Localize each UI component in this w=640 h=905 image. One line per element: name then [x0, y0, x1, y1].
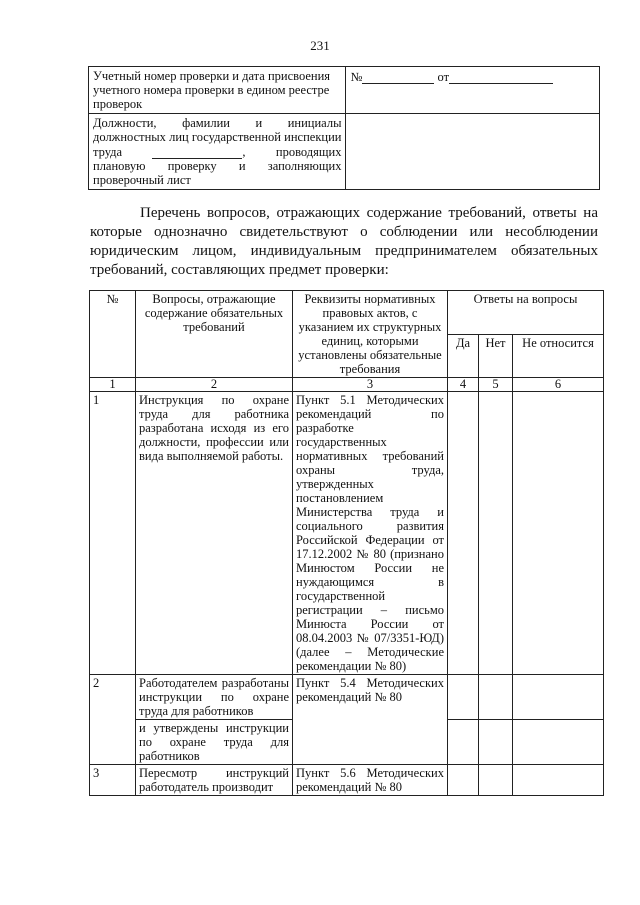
inspection-name-blank	[152, 144, 242, 159]
col-header-na: Не относится	[513, 334, 604, 378]
table-row	[89, 67, 600, 114]
requisite-cell: Пункт 5.1 Методических рекомендаций по разработке государственных нормативных требований охраны труда, утвержденных постановлением Министерства труда и социального развития Российской Федерации от 17.12.2002 № 80 (признано Минюстом России не нуждающимся в государственной регистрации – письмо Минюста России от 08.04.2003 № 07/3351-ЮД) (далее – Методические рекомендации № 80)	[293, 392, 448, 675]
answer-yes-cell[interactable]	[448, 765, 479, 796]
answer-na-cell[interactable]	[513, 392, 604, 675]
number-sign: №	[350, 70, 363, 84]
comma: ,	[242, 145, 246, 159]
col-number: 6	[513, 378, 604, 392]
question-cell: Работодателем разработаны инструкции по охране труда для работников	[136, 675, 293, 720]
col-header-answers: Ответы на вопросы	[448, 291, 604, 335]
col-number: 1	[90, 378, 136, 392]
table-row	[90, 675, 604, 720]
col-number: 2	[136, 378, 293, 392]
col-header-num: №	[90, 291, 136, 378]
question-cell: и утверждены инструкции по охране труда для работников	[136, 720, 293, 765]
row-number: 3	[90, 765, 136, 796]
question-cell: Пересмотр инструкций работодатель производит	[136, 765, 293, 796]
answer-no-cell[interactable]	[479, 392, 513, 675]
requisite-cell: Пункт 5.4 Методических рекомендаций № 80	[293, 675, 448, 765]
question-cell: Инструкция по охране труда для работника разработана исходя из его должности, профессии или вида выполняемой работы.	[136, 392, 293, 675]
intro-text: Перечень вопросов, отражающих содержание требований, ответы на которые однозначно свидетельствуют о соблюдении или несоблюдении юридическим лицом, индивидуальным предпринимателем обязательных требований, составляющих предмет проверки:	[90, 205, 598, 278]
answer-na-cell[interactable]	[513, 765, 604, 796]
date-from-label: от	[437, 70, 450, 84]
date-blank	[449, 69, 553, 84]
inspectors-label-part-b: проводящих плановую проверку и заполняющих проверочный лист	[93, 145, 342, 187]
inspectors-label-part-a: Должности, фамилии и инициалы должностных лиц государственной инспекции труда	[93, 116, 342, 159]
page-number: 231	[310, 38, 330, 53]
col-number: 5	[479, 378, 513, 392]
row-number: 1	[90, 392, 136, 675]
answer-no-cell[interactable]	[479, 765, 513, 796]
column-number-row	[90, 378, 604, 392]
answer-no-cell[interactable]	[479, 720, 513, 765]
requirements-table	[89, 290, 604, 796]
registry-number-label: Учетный номер проверки и дата присвоения учетного номера проверки в едином реестре проверок	[89, 67, 346, 114]
answer-yes-cell[interactable]	[448, 392, 479, 675]
table-row	[90, 392, 604, 675]
intro-paragraph	[90, 204, 598, 280]
requisite-cell: Пункт 5.6 Методических рекомендаций № 80	[293, 765, 448, 796]
col-number: 4	[448, 378, 479, 392]
answer-yes-cell[interactable]	[448, 720, 479, 765]
answer-yes-cell[interactable]	[448, 675, 479, 720]
col-header-questions: Вопросы, отражающие содержание обязательных требований	[136, 291, 293, 378]
inspection-header-table	[88, 66, 600, 190]
answer-no-cell[interactable]	[479, 675, 513, 720]
table-row	[89, 114, 600, 190]
row-number: 2	[90, 675, 136, 765]
col-header-no: Нет	[479, 334, 513, 378]
inspectors-label	[89, 114, 346, 190]
table-header-row	[90, 291, 604, 335]
number-blank	[362, 69, 434, 84]
col-header-yes: Да	[448, 334, 479, 378]
col-number: 3	[293, 378, 448, 392]
answer-na-cell[interactable]	[513, 720, 604, 765]
answer-na-cell[interactable]	[513, 675, 604, 720]
registry-number-field	[346, 67, 600, 114]
table-row	[90, 765, 604, 796]
col-header-requisites: Реквизиты нормативных правовых актов, с указанием их структурных единиц, которыми установлены обязательные требования	[293, 291, 448, 378]
inspectors-field	[346, 114, 600, 190]
